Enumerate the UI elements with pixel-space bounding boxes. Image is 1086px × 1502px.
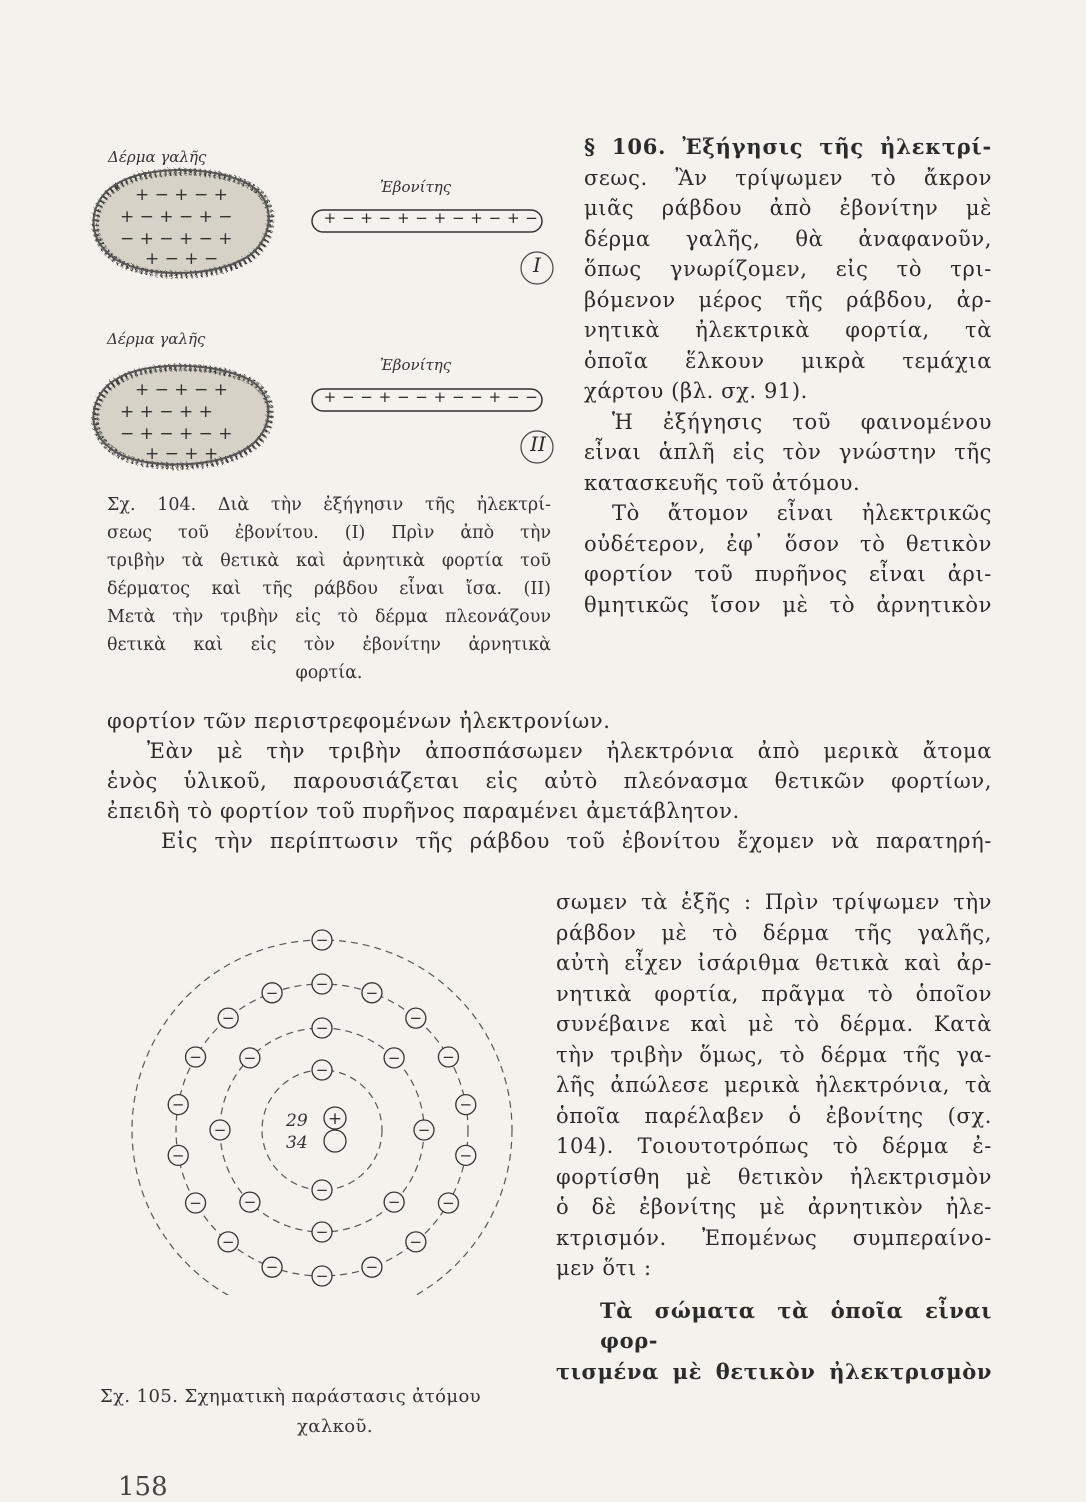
svg-text:− + − + − +: − + − + − + <box>120 424 233 444</box>
electron-symbol: − <box>387 1193 401 1212</box>
electron <box>210 1120 230 1140</box>
electron-symbol: − <box>171 1146 185 1165</box>
electron-symbol: − <box>189 1048 202 1066</box>
proton-symbol: + <box>327 1109 343 1129</box>
body-line: ὅπως γνωρίζομεν, εἰς τὸ τρι- <box>584 257 992 281</box>
body-line: δέρμα γαλῆς, θὰ ἀναφανοῦν, <box>584 226 992 251</box>
electron-symbol: − <box>213 1121 227 1139</box>
body-line: ἐπειδὴ τὸ φορτίον τοῦ πυρῆνος παραμένει ἀμετάβλητον. <box>107 799 740 823</box>
electron-symbol: − <box>365 1258 379 1277</box>
caption-line: τριβὴν τὰ θετικὰ καὶ ἀρνητικὰ φορτία τοῦ <box>107 551 551 571</box>
numeral-2: II <box>530 432 546 456</box>
body-line: μιᾶς ράβδου ἀπὸ ἐβονίτην μὲ <box>584 196 992 220</box>
electron <box>218 1232 238 1252</box>
body-line: Ἐὰν μὲ τὴν τριβὴν ἀποσπάσωμεν ἠλεκτρόνια ἀπὸ μερικὰ ἄτομα <box>147 739 992 763</box>
atom-nucleus <box>285 1107 346 1153</box>
svg-text:+ − + − + −: + − + − + − <box>120 207 233 227</box>
label-ebonite-1: Ἐβονίτης <box>380 178 452 196</box>
figure-105-atom <box>100 895 540 1295</box>
electron <box>362 1257 382 1277</box>
caption-line: σεως τοῦ ἐβονίτου. (I) Πρὶν ἀπὸ τὴν <box>107 523 551 543</box>
caption-line: Σχ. 104. Διὰ τὴν ἐξήγησιν τῆς ἠλεκτρί- <box>107 495 551 515</box>
electron <box>240 1048 260 1068</box>
svg-text:+ − + − +: + − + − + <box>135 185 228 205</box>
electron <box>312 1180 332 1200</box>
electron-symbol: − <box>459 1146 473 1165</box>
orbit-shell <box>262 1070 382 1190</box>
page-number: 158 <box>118 1472 168 1502</box>
electron-symbol: − <box>315 1267 329 1285</box>
body-line: αὐτὴ εἶχεν ἰσάριθμα θετικὰ καὶ ἀρ- <box>556 951 992 975</box>
figure-104-caption <box>107 491 551 687</box>
electron-symbol: − <box>171 1095 185 1114</box>
conclusion-line: τισμένα μὲ θετικὸν ἠλεκτρισμὸν <box>556 1358 992 1384</box>
body-line: μεν ὅτι : <box>556 1256 652 1280</box>
electron-symbol: − <box>387 1048 401 1067</box>
electron <box>168 1095 188 1115</box>
svg-text:+ − + −: + − + − <box>145 249 219 269</box>
body-line: Εἰς τὴν περίπτωσιν τῆς ράβδου τοῦ ἐβονίτου ἔχομεν νὰ παρατηρή- <box>161 829 992 853</box>
body-line: κτρισμόν. Ἐπομένως συμπεραίνο- <box>556 1225 992 1250</box>
body-line: νητικὰ φορτία, πρᾶγμα τὸ ὁποῖον <box>556 981 992 1006</box>
electron-symbol: − <box>221 1232 235 1251</box>
figure-105-caption <box>100 1382 570 1442</box>
body-line: συνέβαινε καὶ μὲ τὸ δέρμα. Κατὰ <box>556 1012 992 1036</box>
neutron-count: 34 <box>286 1133 308 1153</box>
body-line: ὁποῖα ἕλκουν μικρὰ τεμάχια <box>584 348 992 373</box>
body-line: λῆς ἀπώλεσε μερικὰ ἠλεκτρόνια, τὰ <box>556 1073 992 1097</box>
electron <box>218 1008 238 1028</box>
electron-symbol: − <box>265 1258 279 1277</box>
electron <box>384 1192 404 1212</box>
electron-symbol: − <box>409 1232 423 1251</box>
body-line: χάρτου (βλ. σχ. 91). <box>584 379 808 403</box>
figure-104-drawing <box>75 140 565 490</box>
electron <box>384 1048 404 1068</box>
svg-text:+ − + +: + − + + <box>145 444 219 464</box>
electron <box>312 1060 332 1080</box>
body-line: βόμενον μέρος τῆς ράβδου, ἀρ- <box>584 287 992 312</box>
body-line: σωμεν τὰ ἑξῆς : Πρὶν τρίψωμεν τὴν <box>556 890 992 914</box>
section-heading: § 106. Ἐξήγησις τῆς ἠλεκτρί- <box>584 134 992 159</box>
body-line: νητικὰ ἠλεκτρικὰ φορτία, τὰ <box>584 318 992 342</box>
body-line: ὁ δὲ ἐβονίτης μὲ ἀρνητικὸν ἠλε- <box>556 1195 992 1219</box>
body-line: τὴν τριβὴν ὅμως, τὸ δέρμα τῆς γα- <box>556 1042 992 1067</box>
fur-piece-1 <box>94 170 269 273</box>
electron <box>362 983 382 1003</box>
caption-line: δέρματος καὶ τῆς ράβδου εἶναι ἴσα. (II) <box>107 579 551 599</box>
electron-symbol: − <box>243 1193 257 1212</box>
electron-symbol: − <box>265 983 279 1002</box>
proton-count: 29 <box>286 1111 308 1131</box>
rod-charges-2: + − − + − − + − − + − − <box>323 388 539 406</box>
section-106-top <box>584 132 992 620</box>
atom-electrons <box>168 930 476 1286</box>
body-line: κατασκευῆς τοῦ ἀτόμου. <box>584 470 861 495</box>
svg-text:+ + − + +: + + − + + <box>120 402 213 422</box>
electron-symbol: − <box>459 1095 473 1114</box>
svg-text:− + − + − +: − + − + − + <box>120 229 233 249</box>
full-width-paragraph <box>107 706 992 856</box>
electron-symbol: − <box>409 1009 423 1028</box>
caption-line: Σχ. 105. Σχηματικὴ παράστασις ἀτόμου <box>100 1386 482 1407</box>
body-line: 104). Τοιουτοτρόπως τὸ δέρμα ἐ- <box>556 1134 992 1158</box>
conclusion-line: Τὰ σώματα τὰ ὁποῖα εἶναι φορ- <box>600 1297 992 1353</box>
electron <box>456 1095 476 1115</box>
electron <box>312 930 332 950</box>
caption-line: θετικὰ καὶ εἰς τὸν ἐβονίτην ἀρνητικὰ <box>107 635 551 655</box>
electron-symbol: − <box>315 1181 329 1199</box>
electron-symbol: − <box>417 1121 431 1139</box>
electron-symbol: − <box>315 1223 329 1241</box>
electron <box>414 1120 434 1140</box>
body-line: ἑνὸς ὑλικοῦ, παρουσιάζεται εἰς αὐτὸ πλεόνασμα θετικῶν φορτίων, <box>107 769 992 793</box>
electron <box>406 1008 426 1028</box>
body-line: Ἡ ἐξήγησις τοῦ φαινομένου <box>612 409 992 434</box>
body-line: σεως. Ἂν τρίψωμεν τὸ ἄκρον <box>584 165 992 190</box>
electron <box>438 1047 458 1067</box>
fur-piece-2 <box>94 366 269 465</box>
electron <box>168 1145 188 1165</box>
electron-symbol: − <box>315 1061 329 1079</box>
label-fur-2: Δέρμα γαλῆς <box>107 330 206 348</box>
electron <box>312 1266 332 1286</box>
body-line: ὁποῖα παρέλαβεν ὁ ἐβονίτης (σχ. <box>556 1103 992 1128</box>
body-line: φορτίον τοῦ πυρῆνος εἶναι ἀρι- <box>584 562 992 586</box>
electron <box>262 1257 282 1277</box>
electron <box>186 1047 206 1067</box>
electron <box>262 983 282 1003</box>
body-line: Τὸ ἄτομον εἶναι ἠλεκτρικῶς <box>612 501 992 525</box>
electron-symbol: − <box>442 1048 455 1066</box>
electron-symbol: − <box>221 1009 235 1028</box>
caption-line: Μετὰ τὴν τριβὴν εἰς τὸ δέρμα πλεονάζουν <box>107 607 551 627</box>
electron-symbol: − <box>442 1194 455 1212</box>
electron-symbol: − <box>315 931 329 949</box>
electron-symbol: − <box>243 1048 257 1067</box>
body-line: ράβδον μὲ τὸ δέρμα τῆς γαλῆς, <box>556 920 992 945</box>
electron <box>456 1145 476 1165</box>
body-line: οὐδέτερον, ἐφ᾽ ὅσον τὸ θετικὸν <box>584 531 992 556</box>
electron <box>312 974 332 994</box>
body-line: φορτίσθη μὲ θετικὸν ἠλεκτρισμὸν <box>556 1164 992 1189</box>
electron-symbol: − <box>315 975 329 993</box>
caption-line: φορτία. <box>295 663 363 683</box>
electron-symbol: − <box>315 1019 329 1037</box>
electron <box>312 1018 332 1038</box>
electron <box>406 1232 426 1252</box>
electron <box>312 1222 332 1242</box>
numeral-1: I <box>533 253 541 277</box>
body-line: εἶναι ἁπλῆ εἰς τὸν γνώστην τῆς <box>584 440 992 464</box>
electron <box>438 1193 458 1213</box>
section-106-bottom <box>556 887 992 1387</box>
svg-text:+ − + − +: + − + − + <box>135 380 228 400</box>
electron <box>186 1193 206 1213</box>
neutron-circle <box>324 1130 346 1152</box>
body-line: θμητικῶς ἴσον μὲ τὸ ἀρνητικὸν <box>584 592 992 617</box>
caption-line: χαλκοῦ. <box>296 1416 374 1437</box>
electron <box>240 1192 260 1212</box>
electron-symbol: − <box>189 1194 202 1212</box>
electron-symbol: − <box>365 983 379 1002</box>
label-ebonite-2: Ἐβονίτης <box>380 356 452 374</box>
label-fur-1: Δέρμα γαλῆς <box>108 148 207 166</box>
body-line: φορτίον τῶν περιστρεφομένων ἠλεκτρονίων. <box>107 709 611 733</box>
rod-charges-1: + − + − + − + − + − + − <box>323 209 539 227</box>
